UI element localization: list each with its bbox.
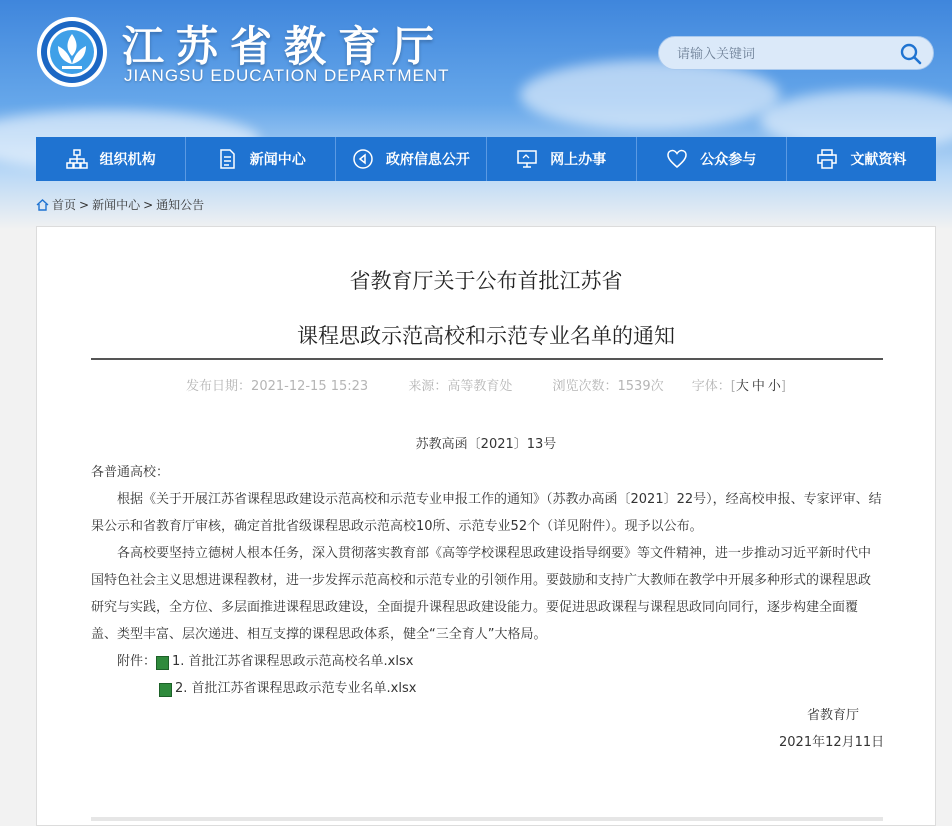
- cloud-decoration: [520, 60, 780, 130]
- search-box: [658, 36, 934, 70]
- education-department-logo-icon: [36, 16, 108, 88]
- bottom-divider: [91, 817, 883, 821]
- article-title-line1: 省教育厅关于公布首批江苏省: [349, 269, 623, 293]
- nav-item-public-participation[interactable]: [637, 137, 787, 181]
- org-chart-icon: [66, 148, 88, 170]
- publish-date: 发布日期：2021-12-15 15:23: [186, 379, 369, 394]
- main-nav: [36, 137, 936, 181]
- signature-date: 2021年12月11日: [779, 735, 885, 750]
- nav-label: 组织机构: [99, 152, 156, 168]
- site-title: 江苏省教育厅: [122, 22, 447, 71]
- heart-icon: [666, 148, 688, 170]
- attachment-link[interactable]: 2. 首批江苏省课程思政示范专业名单.xlsx: [175, 681, 417, 696]
- font-large-button[interactable]: 大: [735, 379, 749, 394]
- document-number: 苏教高函〔2021〕13号: [415, 437, 557, 452]
- search-icon[interactable]: [899, 42, 923, 66]
- article-title-line2: 课程思政示范高校和示范专业名单的通知: [297, 324, 675, 348]
- font-label: 字体：[: [691, 379, 736, 394]
- font-label-end: ]: [780, 379, 786, 394]
- excel-file-icon: [156, 656, 169, 670]
- font-medium-button[interactable]: 中: [751, 379, 765, 394]
- play-icon: [352, 148, 374, 170]
- article-body: [91, 459, 883, 702]
- signature: 省教育厅: [807, 708, 860, 723]
- breadcrumb-home-link[interactable]: 首页: [52, 198, 77, 212]
- monitor-icon: [516, 148, 538, 170]
- nav-label: 新闻中心: [249, 152, 306, 168]
- attachment-link[interactable]: 1. 首批江苏省课程思政示范高校名单.xlsx: [172, 654, 414, 669]
- nav-item-online-service[interactable]: [487, 137, 637, 181]
- nav-item-organization[interactable]: [36, 137, 186, 181]
- paragraph: 各高校要坚持立德树人根本任务，深入贯彻落实教育部《高等学校课程思政建设指导纲要》等文件精神，进一步推动习近平新时代中国特色社会主义思想进课程教材，进一步发挥示范高校和示范专业的引领作用。要鼓励和支持广大教师在教学中开展多种形式的课程思政研究与实践，全方位、多层面推进课程思政建设，全面提升课程思政建设能力。要促进思政课程与课程思政同向同行，逐步构建全面覆盖、类型丰富、层次递进、相互支撑的课程思政体系，健全“三全育人”大格局。: [91, 546, 872, 642]
- breadcrumb-separator: >: [79, 197, 90, 212]
- paragraph: 根据《关于开展江苏省课程思政建设示范高校和示范专业申报工作的通知》（苏教办高函〔2021〕22号），经高校申报、专家评审、结果公示和省教育厅审核，确定首批省级课程思政示范高校10所、示范专业52个（详见附件）。现予以公布。: [91, 492, 882, 534]
- home-icon: [36, 199, 49, 211]
- breadcrumb: [36, 196, 204, 213]
- font-small-button[interactable]: 小: [767, 379, 781, 394]
- font-size-control: [692, 379, 786, 394]
- search-input[interactable]: [675, 43, 889, 65]
- view-count: 浏览次数：1539次: [552, 379, 664, 394]
- nav-item-documents[interactable]: [787, 137, 936, 181]
- excel-file-icon: [159, 683, 172, 697]
- breadcrumb-news-link[interactable]: 新闻中心: [92, 198, 141, 212]
- site-title-en: JIANGSU EDUCATION DEPARTMENT: [124, 66, 450, 85]
- nav-item-gov-info[interactable]: [336, 137, 486, 181]
- article-meta: [37, 375, 935, 394]
- nav-label: 政府信息公开: [385, 152, 470, 168]
- nav-label: 公众参与: [700, 152, 757, 168]
- article-card: [36, 226, 936, 826]
- nav-label: 网上办事: [550, 152, 607, 168]
- nav-label: 文献资料: [850, 152, 907, 168]
- breadcrumb-notices-link[interactable]: 通知公告: [156, 198, 205, 212]
- article-source: 来源：高等教育处: [408, 379, 513, 394]
- document-icon: [216, 148, 238, 170]
- breadcrumb-separator: >: [143, 197, 154, 212]
- attachment-label: 附件：: [117, 654, 157, 669]
- attachment-row: [91, 675, 883, 702]
- nav-item-news[interactable]: [186, 137, 336, 181]
- attachment-row: [91, 648, 883, 675]
- printer-icon: [816, 148, 838, 170]
- title-divider: [91, 358, 883, 360]
- salutation: 各普通高校：: [91, 465, 170, 480]
